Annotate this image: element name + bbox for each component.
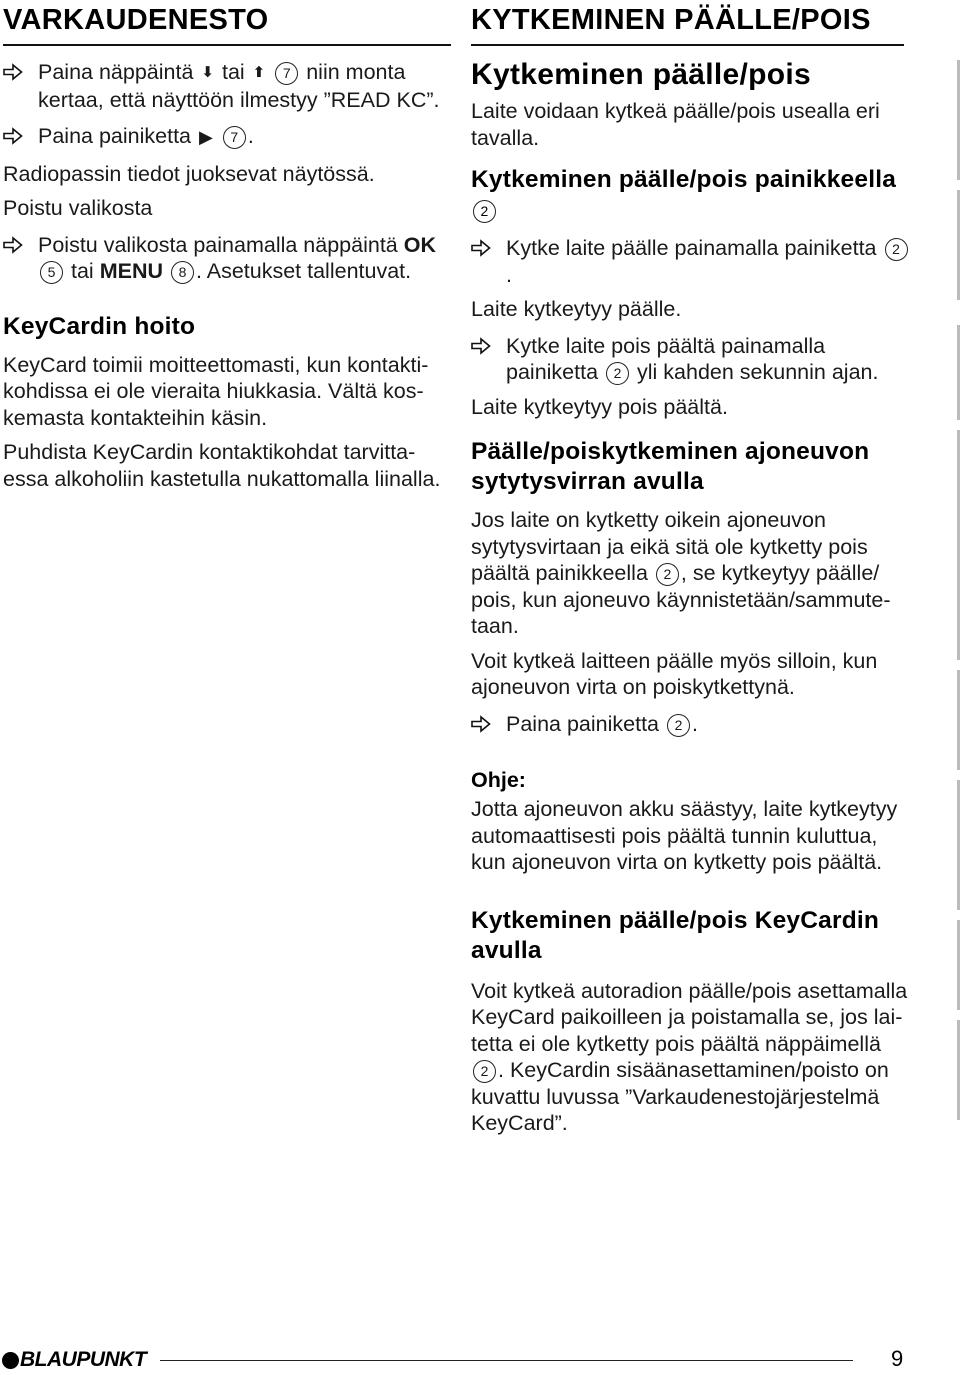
left-header [3, 0, 451, 46]
section-header-power-on-off: KYTKEMINEN PÄÄLLE/POIS [471, 4, 871, 36]
subtitle-exit-menu: Poistu valikosta [3, 196, 153, 220]
note-text: Jotta ajoneuvon akku säästyy, laite kytkeytyy automaattisesti pois päältä tunnin kuluttua, kun ajoneuvon virta on kytketty pois päältä. [471, 797, 898, 874]
step-text: Paina painiketta ▶ 7 . [38, 123, 443, 151]
arrow-bullet-icon [3, 127, 23, 145]
key-number-badge: 7 [275, 62, 298, 85]
page-number: 9 [891, 1346, 904, 1371]
arrow-bullet-icon [471, 337, 491, 355]
arrow-bullet-icon [471, 715, 491, 733]
key-number-badge: 5 [40, 261, 63, 284]
paragraph-ignition-off: Voit kytkeä laitteen päälle myös silloin, kun ajoneuvon virta on poiskytkettynä. [471, 648, 878, 699]
key-number-badge: 2 [473, 200, 496, 223]
paragraph-ignition: Jos laite on kytketty oikein ajoneuvon sytytysvirtaan ja eikä sitä ole kytketty pois päältä painikkeella 2 , se kytkeytyy päälle/ pois, kun ajoneuvo käynnistetään/sammute-taan. [471, 508, 891, 638]
page-footer [0, 1345, 960, 1375]
step-power-off [471, 333, 911, 386]
key-number-badge: 2 [885, 238, 908, 261]
arrow-bullet-icon [471, 239, 491, 257]
step-power-on [471, 235, 911, 288]
arrow-right-key-icon: ▶ [198, 127, 213, 147]
key-number-badge: 7 [223, 126, 246, 149]
blaupunkt-logo-dot-icon [2, 1352, 19, 1369]
paragraph-keycard-care: KeyCard toimii moitteettomasti, kun kontakti-kohdissa ei ole vieraita hiukkasia. Vältä kos-kemasta kontakteihin käsin. [3, 352, 429, 430]
page-edge-marks [956, 0, 960, 1373]
arrow-up-key-icon: ⬆ [252, 64, 266, 81]
right-header [471, 0, 904, 46]
info-radiopass: Radiopassin tiedot juoksevat näytössä. [3, 161, 375, 186]
step-text: Paina näppäintä ⬇ tai ⬆ 7 niin monta kertaa, että näyttöön ilmestyy ”READ KC”. [38, 60, 440, 112]
key-number-badge: 8 [171, 261, 194, 284]
footer-divider [160, 1360, 853, 1361]
section-header-theft-protection: VARKAUDENESTO [3, 4, 269, 36]
key-number-badge: 2 [473, 1060, 496, 1083]
paragraph-intro: Laite voidaan kytkeä päälle/pois usealla eri tavalla. [471, 99, 880, 150]
key-number-badge: 2 [656, 563, 679, 586]
heading-keycard-power: Kytkeminen päälle/pois KeyCardin avulla [471, 906, 880, 964]
step-press-button [471, 711, 911, 738]
key-number-badge: 2 [606, 362, 629, 385]
arrow-bullet-icon [3, 63, 23, 81]
step-press-right-key [3, 123, 443, 151]
step-press-arrow-key [3, 59, 443, 113]
step-exit-menu [3, 232, 443, 285]
result-power-on: Laite kytkeytyy päälle. [471, 297, 682, 321]
key-number-badge: 2 [667, 714, 690, 737]
note-title: Ohje: [471, 768, 526, 792]
step-text: Paina painiketta 2 . [506, 711, 698, 736]
heading-power-on-off: Kytkeminen päälle/pois [471, 58, 812, 91]
right-column [471, 0, 911, 1137]
heading-keycard-care: KeyCardin hoito [3, 312, 196, 340]
arrow-bullet-icon [3, 236, 23, 254]
step-text: Kytke laite pois päältä painamalla painiketta 2 yli kahden sekunnin ajan. [506, 333, 879, 384]
paragraph-keycard-power: Voit kytkeä autoradion päälle/pois asettamalla KeyCard paikoilleen ja poistamalla se, jos lai-tetta ei ole kytketty pois päältä näppäimellä 2 . KeyCardin sisäänasettaminen/poisto on kuvattu luvussa ”Varkaudenestojärjestelmä KeyCard”. [471, 978, 908, 1135]
brand-logo: BLAUPUNKT [20, 1348, 147, 1371]
heading-ignition: Päälle/poiskytkeminen ajoneuvon sytytysvirran avulla [471, 438, 870, 495]
step-text: Poistu valikosta painamalla näppäintä OK 5 tai MENU 8 . Asetukset tallentuvat. [38, 232, 436, 283]
left-column [3, 0, 443, 492]
heading-power-button: Kytkeminen päälle/pois painikkeella 2 [471, 165, 911, 225]
arrow-down-key-icon: ⬇ [201, 64, 214, 81]
paragraph-keycard-cleaning: Puhdista KeyCardin kontaktikohdat tarvitta-essa alkoholiin kastetulla nukattomalla liinalla. [3, 440, 441, 491]
step-text: Kytke laite päälle painamalla painiketta 2. [506, 235, 911, 288]
result-power-off: Laite kytkeytyy pois päältä. [471, 394, 728, 419]
